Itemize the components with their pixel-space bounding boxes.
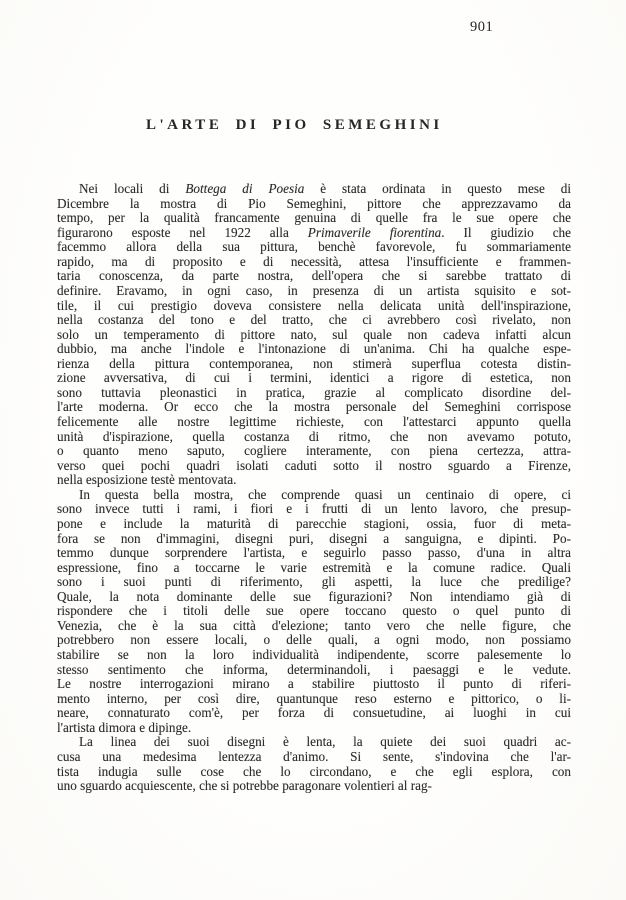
text-line: taria conoscenza, da parte nostra, dell'opera che si sarebbe trattato di	[57, 268, 571, 284]
text-line: unità d'ispirazione, quella costanza di ritmo, che non avevamo potuto,	[57, 428, 571, 444]
text-line: rispondere che i titoli delle sue opere toccano questo o quel punto di	[57, 603, 571, 619]
text-line: rapido, ma di proposito e di necessità, attesa l'insufficiente e frammen-	[57, 253, 571, 269]
italic-text: Bottega di Poesia	[185, 181, 305, 196]
text-line: stesso sentimento che informa, determinandoli, i paesaggi e le vedute.	[57, 661, 571, 677]
article-title: L'ARTE DI PIO SEMEGHINI	[146, 117, 443, 133]
text-line: rienza della pittura contemporanea, non stimerà superflua cotesta distin-	[57, 355, 571, 371]
text-line: definire. Eravamo, in ogni caso, in presenza di un artista squisito e sot-	[57, 282, 571, 298]
page-number: 901	[470, 19, 494, 35]
text-line: felicemente alle nostre legittime richieste, con l'attestarci appunto quella	[57, 414, 571, 429]
text-line: La linea dei suoi disegni è lenta, la quiete dei suoi quadri ac-	[79, 734, 571, 750]
text-line: nella costanza del tono e del tratto, che ci avrebbero così rivelato, non	[57, 312, 571, 328]
text-line: l'artista dimora e dipinge.	[57, 719, 192, 735]
text-line: temmo dunque sorprendere l'artista, e seguirlo passo passo, d'una in altra	[57, 545, 571, 561]
text-line: tempo, per la qualità francamente genuina di quelle fra le sue opere che	[57, 210, 571, 226]
text-line: Quale, la nota dominante delle sue figurazioni? Non intendiamo già di	[57, 588, 571, 604]
italic-text: Primaverile fiorentina	[307, 224, 442, 240]
text-line: espressione, fino a toccarne le varie estremità e la comune radice. Quali	[57, 559, 571, 575]
text-line: tista indugia sulle cose che lo circondano, e che egli esplora, con	[57, 763, 571, 779]
text-line: fora se non d'immagini, disegni puri, disegni a sanguigna, e dipinti. Po-	[57, 530, 571, 546]
text-line: l'arte moderna. Or ecco che la mostra personale del Semeghini corrispose	[57, 399, 571, 415]
text-line: dubbio, ma anche l'indole e l'intonazione di un'anima. Chi ha qualche espe-	[57, 341, 571, 357]
text-line: sono invece tutti i rami, i fiori e i frutti di un lento lavoro, che presup-	[57, 501, 571, 517]
text-line: figurarono esposte nel 1922 alla Primaverile fiorentina. Il giudizio che	[57, 224, 572, 240]
text-line: Venezia, che è la sua città d'elezione; tanto vero che nelle figure, che	[57, 617, 571, 633]
text-line: potrebbero non essere locali, o delle quali, a ogni modo, non possiamo	[57, 632, 571, 648]
text-line: stabilire se non la loro individualità indipendente, scorre palesemente lo	[57, 647, 571, 662]
text-line: Nei locali di Bottega di Poesia è stata ordinata in questo mese di	[79, 181, 572, 196]
text-line: uno sguardo acquiescente, che si potrebbe paragonare volentieri al rag-	[57, 778, 432, 794]
text-line: cusa una medesima lentezza d'animo. Si sente, s'indovina che l'ar-	[57, 748, 571, 764]
text-line: tile, il cui prestigio doveva consistere nella delicata unità dell'inspirazione,	[57, 297, 571, 313]
text-line: solo un temperamento di pittore nato, sul quale non cadeva infatti alcun	[57, 326, 571, 342]
text-line: verso quei pochi quadri isolati caduti sotto il nostro sguardo a Firenze,	[57, 457, 571, 473]
text-line: sono tuttavia pleonastici in pratica, grazie al complicato disordine del-	[57, 384, 571, 400]
text-line: Dicembre la mostra di Pio Semeghini, pittore che apprezzavamo da	[57, 195, 571, 211]
text-line: pone e include la maturità di parecchie stagioni, ossia, fuor di meta-	[57, 515, 571, 531]
text-line: neare, connaturato com'è, per forza di consuetudine, ai luoghi in cui	[57, 705, 571, 721]
text-line: nella esposizione testè mentovata.	[57, 472, 237, 488]
text-line: Le nostre interrogazioni mirano a stabilire piuttosto il punto di riferi-	[57, 676, 571, 692]
article-body	[57, 182, 571, 794]
text-line: zione avversativa, di cui i termini, identici a rigore di estetica, non	[57, 370, 571, 386]
text-line: mento interno, per così dire, quantunque reso esterno e pittorico, o li-	[57, 690, 571, 706]
text-line: o quanto meno saputo, cogliere interamente, con piena certezza, attra-	[57, 443, 571, 459]
text-line: facemmo allora della sua pittura, benchè favorevole, fu sommariamente	[57, 239, 571, 255]
text-line: In questa bella mostra, che comprende quasi un centinaio di opere, ci	[79, 486, 571, 502]
text-line: sono i suoi punti di riferimento, gli aspetti, la luce che predilige?	[57, 574, 571, 590]
